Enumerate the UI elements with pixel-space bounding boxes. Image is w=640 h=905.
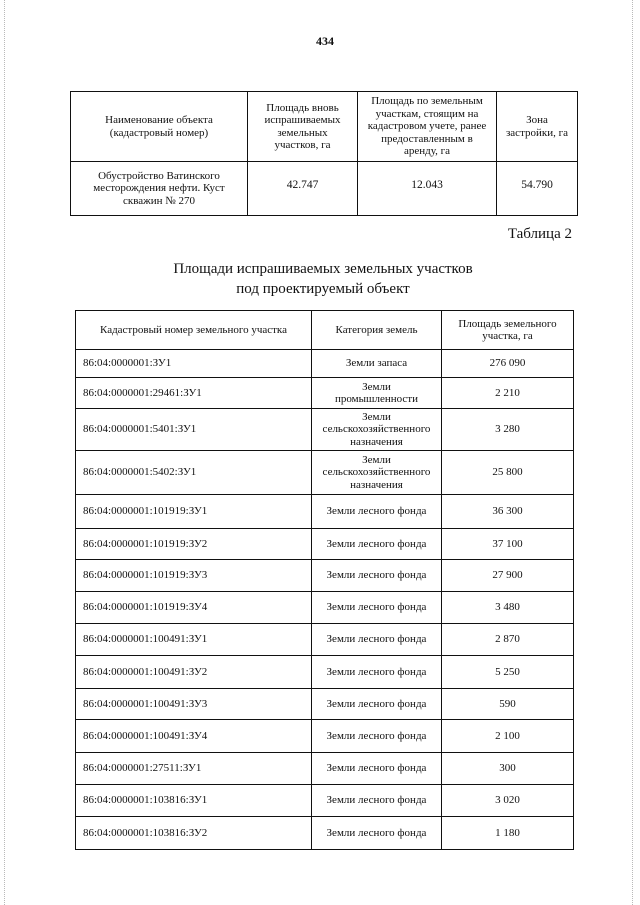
- cadastral-number-cell: 86:04:0000001:ЗУ1: [76, 350, 312, 378]
- land-category-cell: Земли сельскохозяйственного назначения: [312, 451, 442, 495]
- cadastral-number-cell: 86:04:0000001:100491:ЗУ1: [76, 624, 312, 656]
- plot-area-cell: 590: [442, 689, 574, 720]
- land-category-cell: Земли лесного фонда: [312, 656, 442, 689]
- table-row: [76, 817, 574, 850]
- scan-edge-left: [4, 0, 5, 905]
- land-category-cell: Земли лесного фонда: [312, 560, 442, 592]
- new-area-cell: 42.747: [248, 162, 358, 216]
- cadastral-number-cell: 86:04:0000001:29461:ЗУ1: [76, 378, 312, 409]
- scan-edge-right: [632, 0, 633, 905]
- header-new-area: Площадь вновь испрашиваемых земельных участков, га: [248, 92, 358, 162]
- plot-area-cell: 5 250: [442, 656, 574, 689]
- land-plots-table: [75, 310, 574, 850]
- table-row: [76, 624, 574, 656]
- table-row: [76, 689, 574, 720]
- cadastral-number-cell: 86:04:0000001:100491:ЗУ4: [76, 720, 312, 753]
- plot-area-cell: 300: [442, 753, 574, 785]
- page-number: 434: [316, 34, 334, 48]
- registered-area-cell: 12.043: [358, 162, 497, 216]
- table-row: [76, 350, 574, 378]
- land-category-cell: Земли промышленности: [312, 378, 442, 409]
- table-row: [76, 560, 574, 592]
- table-row: [76, 451, 574, 495]
- table-header-row: [76, 311, 574, 350]
- plot-area-cell: 25 800: [442, 451, 574, 495]
- header-land-category: Категория земель: [312, 311, 442, 350]
- table-row: [76, 720, 574, 753]
- plot-area-cell: 2 870: [442, 624, 574, 656]
- plot-area-cell: 3 280: [442, 409, 574, 451]
- land-category-cell: Земли лесного фонда: [312, 592, 442, 624]
- land-category-cell: Земли лесного фонда: [312, 753, 442, 785]
- table-row: [76, 785, 574, 817]
- cadastral-number-cell: 86:04:0000001:101919:ЗУ1: [76, 495, 312, 529]
- plot-area-cell: 3 480: [442, 592, 574, 624]
- land-category-cell: Земли лесного фонда: [312, 624, 442, 656]
- plot-area-cell: 276 090: [442, 350, 574, 378]
- table-row: [76, 753, 574, 785]
- plot-area-cell: 37 100: [442, 529, 574, 560]
- cadastral-number-cell: 86:04:0000001:101919:ЗУ4: [76, 592, 312, 624]
- plot-area-cell: 2 100: [442, 720, 574, 753]
- table-row: [76, 409, 574, 451]
- cadastral-number-cell: 86:04:0000001:27511:ЗУ1: [76, 753, 312, 785]
- cadastral-number-cell: 86:04:0000001:103816:ЗУ1: [76, 785, 312, 817]
- plot-area-cell: 36 300: [442, 495, 574, 529]
- cadastral-number-cell: 86:04:0000001:101919:ЗУ3: [76, 560, 312, 592]
- land-category-cell: Земли лесного фонда: [312, 689, 442, 720]
- plot-area-cell: 27 900: [442, 560, 574, 592]
- header-cadastral-number: Кадастровый номер земельного участка: [76, 311, 312, 350]
- land-category-cell: Земли лесного фонда: [312, 785, 442, 817]
- table-row: [76, 495, 574, 529]
- plot-area-cell: 2 210: [442, 378, 574, 409]
- cadastral-number-cell: 86:04:0000001:103816:ЗУ2: [76, 817, 312, 850]
- table-row: [76, 592, 574, 624]
- table-row: [76, 529, 574, 560]
- table-title: Площади испрашиваемых земельных участков под проектируемый объект: [173, 261, 473, 297]
- cadastral-number-cell: 86:04:0000001:5402:ЗУ1: [76, 451, 312, 495]
- header-object-name: Наименование объекта (кадастровый номер): [71, 92, 248, 162]
- land-category-cell: Земли сельскохозяйственного назначения: [312, 409, 442, 451]
- object-name-cell: Обустройство Ватинского месторождения нефти. Куст скважин № 270: [71, 162, 248, 216]
- land-category-cell: Земли лесного фонда: [312, 720, 442, 753]
- object-area-table: [70, 91, 578, 216]
- cadastral-number-cell: 86:04:0000001:100491:ЗУ2: [76, 656, 312, 689]
- land-category-cell: Земли лесного фонда: [312, 529, 442, 560]
- land-category-cell: Земли лесного фонда: [312, 817, 442, 850]
- land-category-cell: Земли запаса: [312, 350, 442, 378]
- header-zone-area: Зона застройки, га: [497, 92, 578, 162]
- plot-area-cell: 1 180: [442, 817, 574, 850]
- cadastral-number-cell: 86:04:0000001:101919:ЗУ2: [76, 529, 312, 560]
- plot-area-cell: 3 020: [442, 785, 574, 817]
- header-registered-area: Площадь по земельным участкам, стоящим на кадастровом учете, ранее предоставленным в аренду, га: [358, 92, 497, 162]
- table-row: [76, 656, 574, 689]
- table-row: [76, 378, 574, 409]
- cadastral-number-cell: 86:04:0000001:5401:ЗУ1: [76, 409, 312, 451]
- header-plot-area: Площадь земельного участка, га: [442, 311, 574, 350]
- land-category-cell: Земли лесного фонда: [312, 495, 442, 529]
- table-caption-label: Таблица 2: [507, 226, 572, 242]
- table-header-row: [71, 92, 578, 162]
- table-row: [71, 162, 578, 216]
- zone-area-cell: 54.790: [497, 162, 578, 216]
- cadastral-number-cell: 86:04:0000001:100491:ЗУ3: [76, 689, 312, 720]
